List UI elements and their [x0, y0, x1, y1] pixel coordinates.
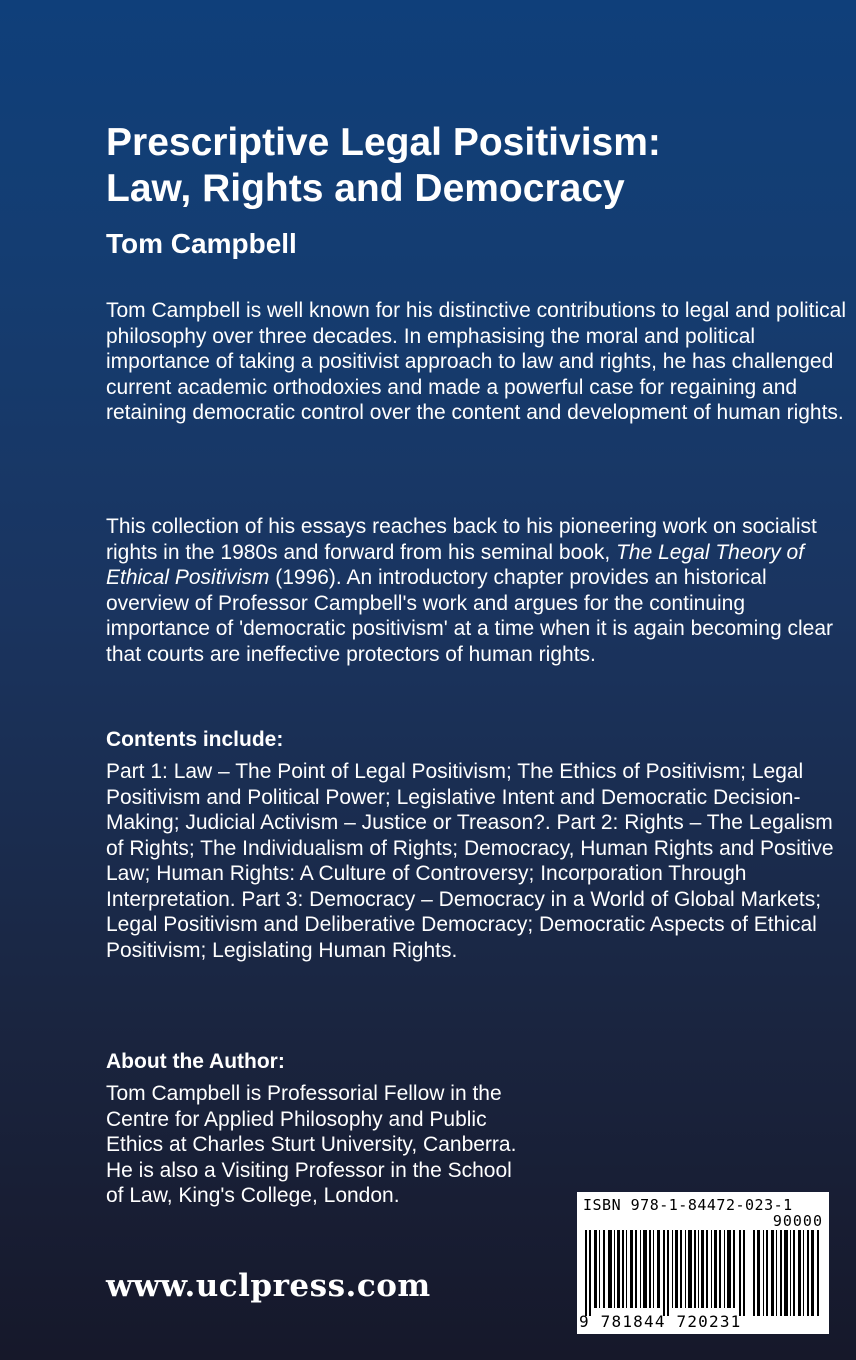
about-author-text: Tom Campbell is Professorial Fellow in the Centre for Applied Philosophy and Public Ethics at Charles Sturt University, Canberra. He is also a Visiting Professor in the School of Law, King's College, London. — [106, 1082, 517, 1207]
publisher-website[interactable]: www.uclpress.com — [106, 1268, 431, 1304]
blurb-paragraph-2 — [106, 514, 846, 667]
price-addon-bars — [753, 1230, 823, 1316]
contents-heading: Contents include: — [106, 728, 284, 751]
cited-book-title: The Legal Theory of Ethical Positivism — [106, 540, 805, 589]
price-code: 90000 — [772, 1212, 823, 1230]
book-title-line-1: Prescriptive Legal Positivism: — [106, 121, 661, 164]
book-title — [106, 120, 826, 212]
ean-barcode-bars — [585, 1230, 747, 1316]
book-title-line-2: Law, Rights and Democracy — [106, 167, 625, 210]
blurb-paragraph-2-start: This collection of his essays reaches back to his pioneering work on socialist rights in the 1980s and forward from his seminal book, — [106, 515, 817, 564]
about-author-heading: About the Author: — [106, 1050, 285, 1073]
isbn-text: ISBN 978-1-84472-023-1 — [583, 1196, 793, 1214]
ean-digits: 9 781844 720231 — [579, 1312, 742, 1331]
contents-text: Part 1: Law – The Point of Legal Positivism; The Ethics of Positivism; Legal Positivism and Political Power; Legislative Intent and Democratic Decision-Making; Judicial Activism – Justice or Treason?. Part 2: Rights – The Legalism of Rights; The Individualism of Rights; Democracy, Human Rights and Positive Law; Human Rights: A Culture of Controversy; Incorporation Through Interpretation. Part 3: Democracy – Democracy in a World of Global Markets; Legal Positivism and Deliberative Democracy; Democratic Aspects of Ethical Positivism; Legislating Human Rights. — [106, 760, 834, 962]
book-author: Tom Campbell — [106, 228, 297, 259]
blurb-paragraph-1: Tom Campbell is well known for his distinctive contributions to legal and political philosophy over three decades. In emphasising the moral and political importance of taking a positivist approach to law and rights, he has challenged current academic orthodoxies and made a powerful case for regaining and retaining democratic control over the content and development of human rights. — [106, 299, 847, 424]
blurb-paragraph-2-end: (1996). An introductory chapter provides an historical overview of Professor Campbell's work and argues for the continuing importance of 'democratic positivism' at a time when it is again becoming clear that courts are ineffective protectors of human rights. — [106, 566, 834, 666]
isbn-barcode — [577, 1192, 829, 1334]
